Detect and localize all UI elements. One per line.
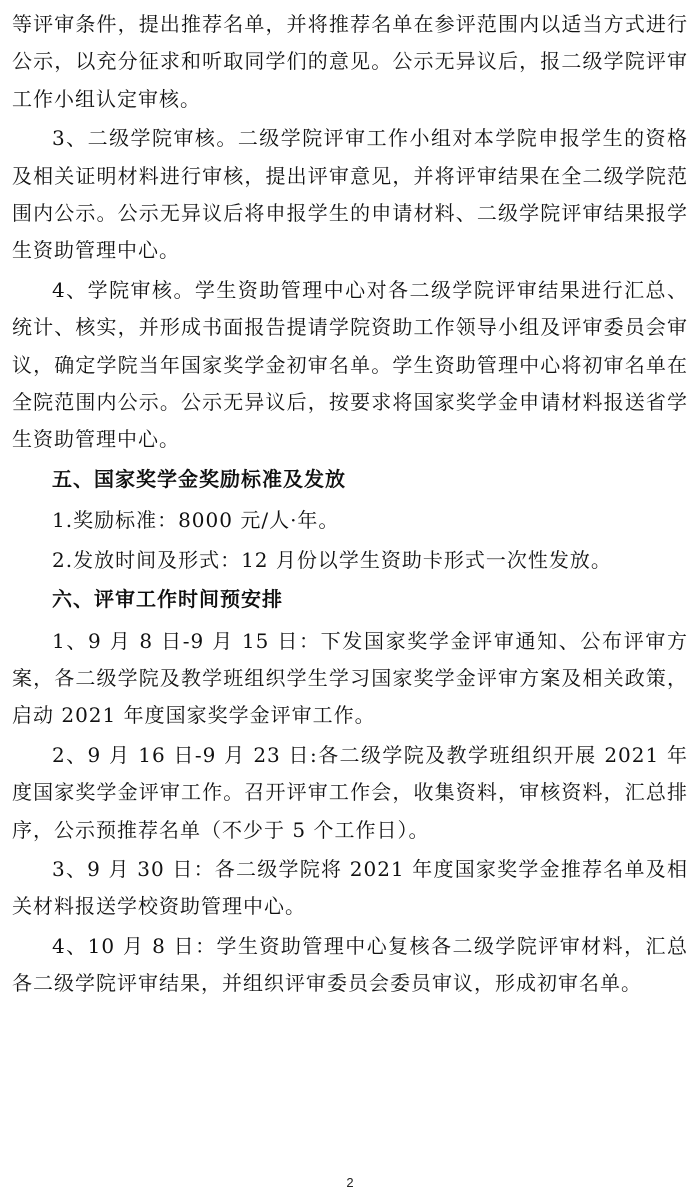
paragraph-schedule-3: 3、9 月 30 日：各二级学院将 2021 年度国家奖学金推荐名单及相关材料报送学校资助管理中心。 [12, 856, 688, 919]
paragraph-payment-method: 2.发放时间及形式：12 月份以学生资助卡形式一次性发放。 [52, 547, 612, 572]
paragraph-school-review: 4、学院审核。学生资助管理中心对各二级学院评审结果进行汇总、统计、核实，并形成书面报告提请学院资助工作领导小组及评审委员会审议，确定学院当年国家奖学金初审名单。学生资助管理中心将初审名单在全院范围内公示。公示无异议后，按要求将国家奖学金申请材料报送省学生资助管理中心。 [12, 277, 688, 452]
paragraph-schedule-1: 1、9 月 8 日-9 月 15 日：下发国家奖学金评审通知、公布评审方案，各二级学院及教学班组织学生学习国家奖学金评审方案及相关政策，启动 2021 年度国家奖学金评审工作。 [12, 628, 688, 728]
section-heading-schedule: 六、评审工作时间预安排 [52, 587, 283, 612]
paragraph-schedule-2: 2、9 月 16 日-9 月 23 日:各二级学院及教学班组织开展 2021 年度国家奖学金评审工作。召开评审工作会，收集资料，审核资料，汇总排序，公示预推荐名单（不少于 5 个工作日）。 [12, 742, 688, 842]
page-number: 2 [346, 1175, 354, 1190]
section-heading-standard: 五、国家奖学金奖励标准及发放 [52, 466, 346, 491]
paragraph-recommendation-publicity: 等评审条件，提出推荐名单，并将推荐名单在参评范围内以适当方式进行公示，以充分征求和听取同学们的意见。公示无异议后，报二级学院评审工作小组认定审核。 [12, 12, 688, 111]
paragraph-college-review: 3、二级学院审核。二级学院评审工作小组对本学院申报学生的资格及相关证明材料进行审核，提出评审意见，并将评审结果在全二级学院范围内公示。公示无异议后将申报学生的申请材料、二级学院评审结果报学生资助管理中心。 [12, 126, 688, 263]
paragraph-schedule-4: 4、10 月 8 日：学生资助管理中心复核各二级学院评审材料，汇总各二级学院评审结果，并组织评审委员会委员审议，形成初审名单。 [12, 933, 688, 996]
paragraph-award-standard: 1.奖励标准：8000 元/人·年。 [52, 508, 340, 533]
